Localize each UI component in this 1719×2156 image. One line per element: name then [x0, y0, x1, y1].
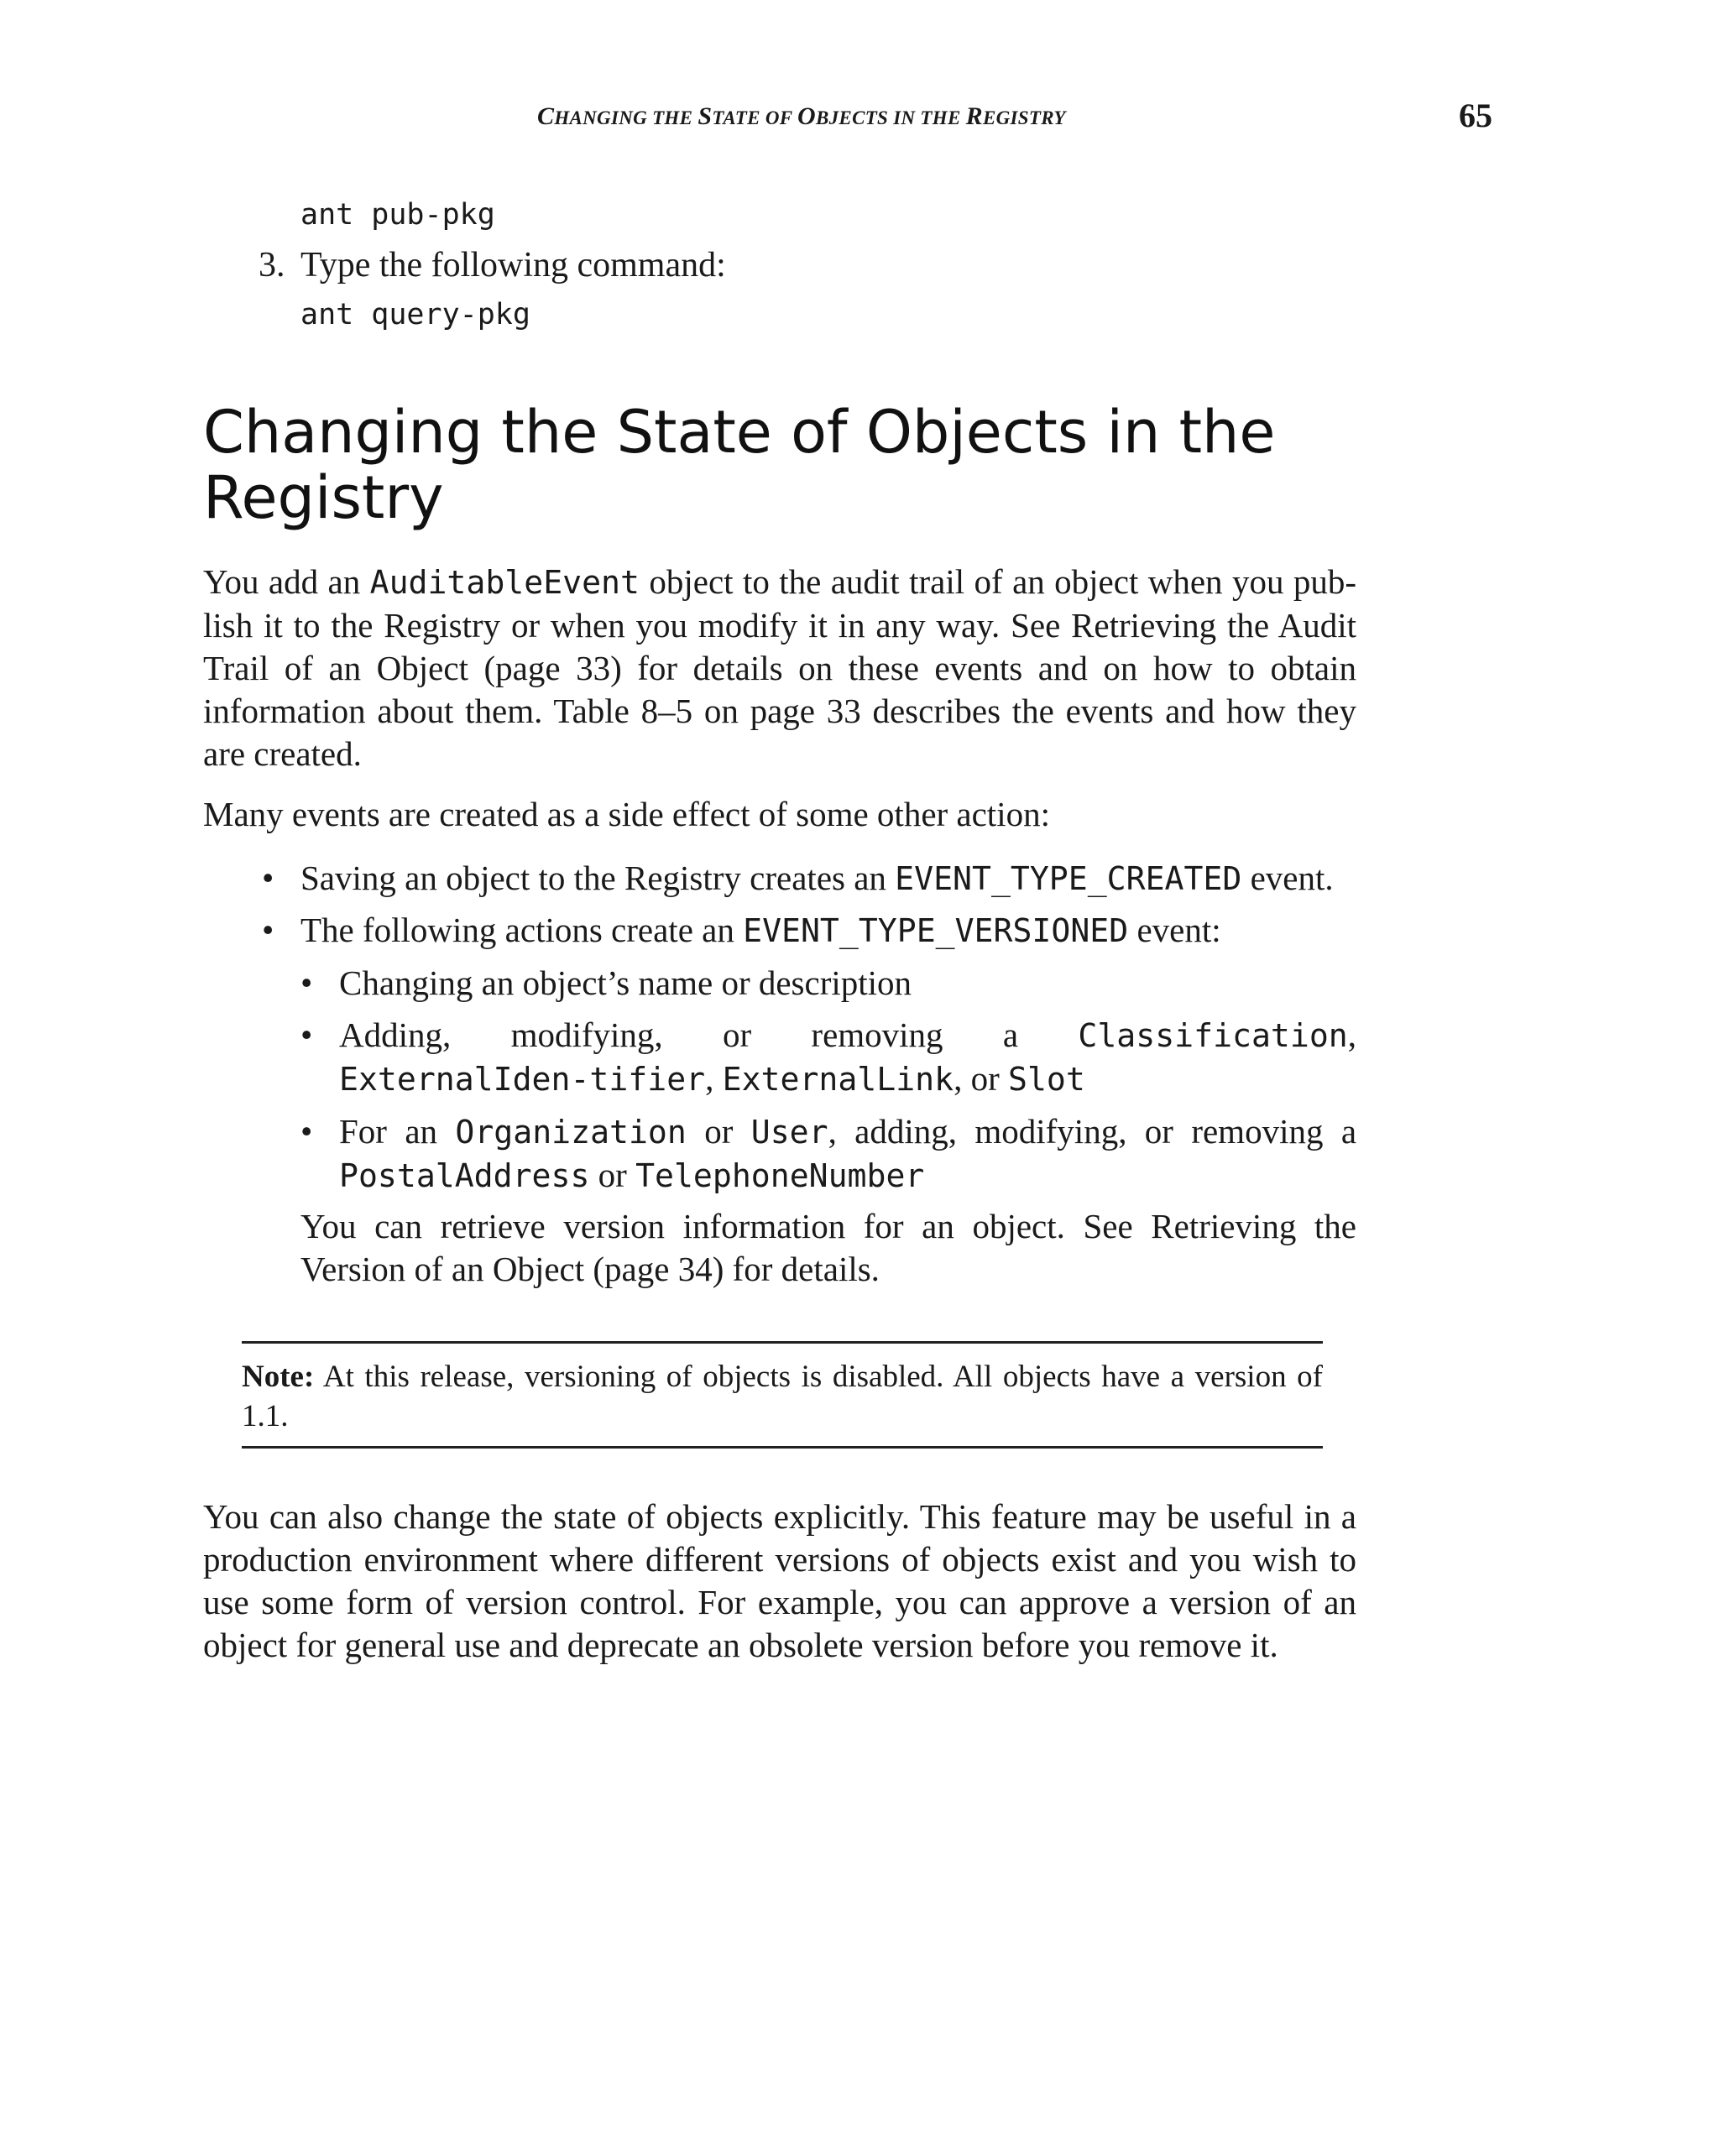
bullet-dot: • — [262, 911, 274, 949]
list-item — [262, 857, 1392, 901]
header-cap-2: S — [698, 102, 713, 130]
code-term: Organization — [455, 1114, 687, 1151]
code-term: TelephoneNumber — [635, 1157, 925, 1194]
code-term: EVENT_TYPE_CREATED — [895, 860, 1242, 897]
header-rest-4: EGISTRY — [982, 107, 1066, 128]
code-term: Slot — [1007, 1061, 1085, 1098]
text-run: object to the audit trail of an object when you pub-lish it to the Registry or when you modify it in any way. See Retrieving the Audit Trail of an Object (page 33) for details on these events and on how to obtain information about them. Table 8–5 on page 33 describes the events and how they are created. — [203, 562, 1357, 773]
code-term: ExternalLink — [722, 1061, 954, 1098]
paragraph-side-effect: Many events are created as a side effect of some other action: — [203, 795, 1050, 833]
sub-list-item — [300, 962, 1356, 1005]
header-cap-1: C — [537, 102, 555, 130]
code-line-query-pkg: ant query-pkg — [300, 298, 530, 331]
text-run: For an — [339, 1112, 456, 1151]
step-3 — [259, 245, 726, 285]
text-run: event: — [1128, 911, 1221, 949]
text-run: Adding, modifying, or removing a — [339, 1015, 1079, 1054]
text-run: or — [589, 1156, 636, 1194]
header-rest-2: TATE OF — [712, 107, 798, 128]
bullet-dot: • — [262, 859, 274, 897]
note-box — [242, 1341, 1323, 1449]
bullet-dot: • — [300, 963, 313, 1002]
text-run: Changing an object’s name or description — [339, 963, 912, 1002]
paragraph-explicit-state: You can also change the state of objects explicitly. This feature may be useful in a production environment where different versions of objects exist and you wish to use some form of version control. For example, you can approve a version of an object for general use and deprecate an obsolete version before you remove it. — [203, 1497, 1356, 1664]
code-term: ExternalIden-tifier — [339, 1061, 706, 1098]
text-run: Saving an object to the Registry creates an — [300, 859, 896, 897]
code-term: Classification — [1078, 1017, 1348, 1054]
running-header — [537, 102, 1066, 131]
bullet-dot: • — [300, 1112, 313, 1151]
bullet-dot: • — [300, 1015, 313, 1054]
step-number: 3. — [259, 246, 285, 285]
list-item — [262, 909, 1392, 953]
code-term: User — [750, 1114, 828, 1151]
section-heading: Changing the State of Objects in the Registry — [203, 398, 1276, 532]
code-term: PostalAddress — [339, 1157, 590, 1194]
text-run: , or — [954, 1059, 1008, 1098]
note-label: Note: — [242, 1360, 315, 1394]
sub-list-item — [300, 1014, 1356, 1101]
text-run: , — [705, 1059, 723, 1098]
header-cap-4: R — [965, 102, 983, 130]
code-term: EVENT_TYPE_VERSIONED — [743, 912, 1129, 949]
code-term: AuditableEvent — [369, 564, 640, 601]
text-run: event. — [1241, 859, 1334, 897]
header-rest-3: BJECTS IN THE — [815, 107, 966, 128]
text-run: You add an — [203, 562, 370, 601]
paragraph-version-info: You can retrieve version information for an object. See Retrieving the Version of an Object (page 34) for details. — [300, 1207, 1356, 1288]
text-run: The following actions create an — [300, 911, 744, 949]
header-cap-3: O — [797, 102, 816, 130]
text-run: or — [686, 1112, 751, 1151]
step-text: Type the following command: — [300, 246, 726, 285]
note-text: At this release, versioning of objects is disabled. All objects have a version of 1.1. — [242, 1360, 1323, 1433]
text-run: , — [1347, 1015, 1356, 1054]
code-line-pub-pkg: ant pub-pkg — [300, 198, 495, 232]
sub-list-item — [300, 1110, 1357, 1198]
paragraph-auditable-event — [203, 561, 1356, 775]
header-rest-1: HANGING THE — [554, 107, 698, 128]
text-run: , adding, modifying, or removing a — [828, 1112, 1357, 1151]
page-number: 65 — [1459, 97, 1492, 134]
